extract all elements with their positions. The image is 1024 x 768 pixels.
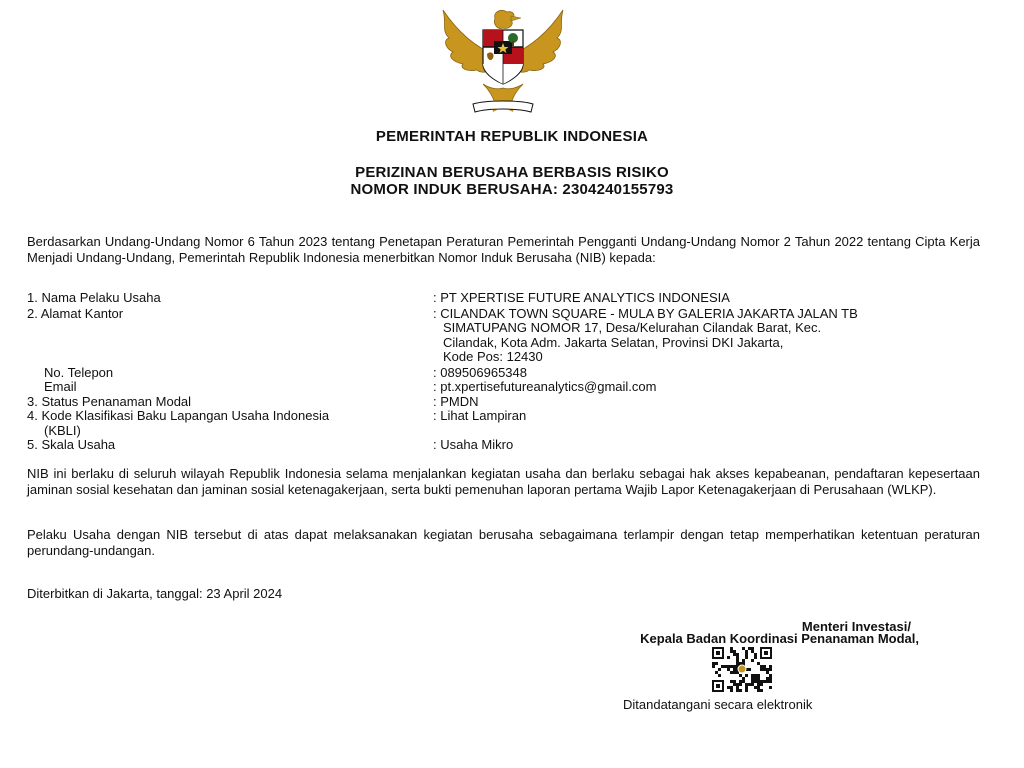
telepon-value: : 089506965348 — [433, 365, 527, 380]
signatory-title-line-1: Menteri Investasi/ — [801, 619, 911, 634]
qr-code-icon — [712, 647, 772, 692]
garuda-emblem-icon — [437, 4, 569, 116]
alamat-kantor-line-1: : CILANDAK TOWN SQUARE - MULA BY GALERIA JAKARTA JALAN TB — [433, 306, 858, 321]
email-label: Email — [44, 379, 77, 394]
electronic-signature-note: Ditandatangani secara elektronik — [623, 697, 813, 712]
kbli-label-line-1: 4. Kode Klasifikasi Baku Lapangan Usaha Indonesia — [27, 408, 330, 423]
document-title: PERIZINAN BERUSAHA BERBASIS RISIKO — [355, 164, 669, 181]
alamat-kantor-line-3: Cilandak, Kota Adm. Jakarta Selatan, Provinsi DKI Jakarta, — [443, 335, 784, 350]
permission-paragraph: Pelaku Usaha dengan NIB tersebut di atas dapat melaksanakan kegiatan berusaha sebagaimana terlampir dengan tetap memperhatikan ketentuan peraturan perundang-undangan. — [27, 527, 980, 558]
issued-date: Diterbitkan di Jakarta, tanggal: 23 April 2024 — [27, 586, 283, 601]
alamat-kantor-line-2: SIMATUPANG NOMOR 17, Desa/Kelurahan Cilandak Barat, Kec. — [443, 320, 822, 335]
alamat-kantor-label: 2. Alamat Kantor — [27, 306, 124, 321]
government-heading: PEMERINTAH REPUBLIK INDONESIA — [375, 128, 649, 145]
status-penanaman-modal-value: : PMDN — [433, 394, 479, 409]
alamat-kantor-line-4: Kode Pos: 12430 — [443, 349, 543, 364]
skala-usaha-value: : Usaha Mikro — [433, 437, 514, 452]
status-penanaman-modal-label: 3. Status Penanaman Modal — [27, 394, 192, 409]
nib-number-title: NOMOR INDUK BERUSAHA: 2304240155793 — [350, 181, 674, 198]
kbli-value: : Lihat Lampiran — [433, 408, 527, 423]
telepon-label: No. Telepon — [44, 365, 114, 380]
nama-pelaku-usaha-value: : PT XPERTISE FUTURE ANALYTICS INDONESIA — [433, 290, 730, 305]
validity-paragraph: NIB ini berlaku di seluruh wilayah Republik Indonesia selama menjalankan kegiatan usaha dan berlaku sebagai hak akses kepabeanan, pendaftaran kepesertaan jaminan sosial kesehatan dan jaminan sosial ketenagakerjaan, serta bukti pemenuhan laporan pertama Wajib Lapor Ketenagakerjaan di Perusahaan (WLKP). — [27, 466, 980, 497]
email-value: : pt.xpertisefutureanalytics@gmail.com — [433, 379, 657, 394]
signatory-title-line-2: Kepala Badan Koordinasi Penanaman Modal, — [640, 631, 919, 646]
kbli-label-line-2: (KBLI) — [44, 423, 81, 438]
skala-usaha-label: 5. Skala Usaha — [27, 437, 116, 452]
intro-paragraph: Berdasarkan Undang-Undang Nomor 6 Tahun 2023 tentang Penetapan Peraturan Pemerintah Pengganti Undang-Undang Nomor 2 Tahun 2022 tentang Cipta Kerja Menjadi Undang-Undang, Pemerintah Republik Indonesia menerbitkan Nomor Induk Berusaha (NIB) kepada: — [27, 234, 980, 265]
nama-pelaku-usaha-label: 1. Nama Pelaku Usaha — [27, 290, 161, 305]
